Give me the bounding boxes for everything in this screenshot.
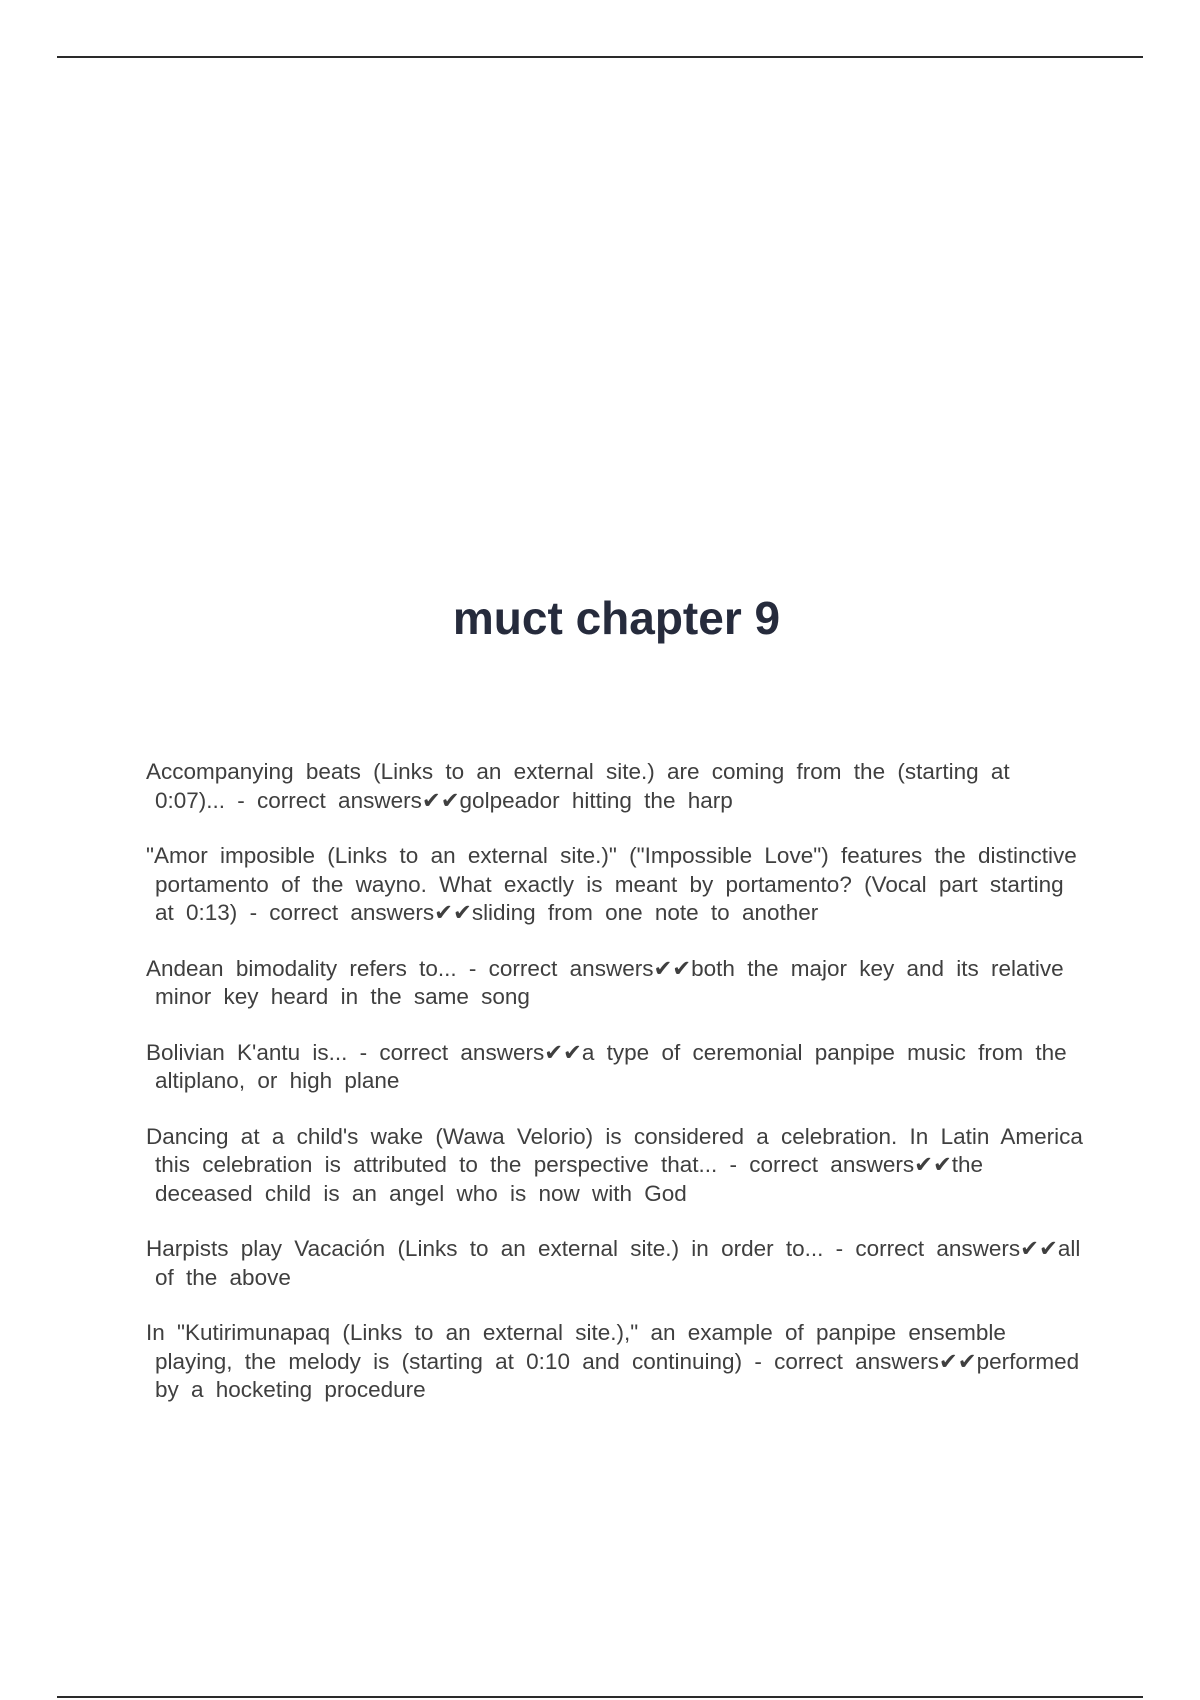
answer-text: performed by a hocketing procedure xyxy=(155,1348,1080,1402)
answer-text: all of the above xyxy=(155,1236,1081,1290)
question-text: In "Kutirimunapaq (Links to an external site.)," an example of panpipe ensemble playing, the melody is (starting at 0:10 and continuing) xyxy=(146,1320,1006,1374)
answer-text: the deceased child is an angel who is now with God xyxy=(155,1152,984,1206)
qa-item-5 xyxy=(146,1123,1086,1209)
question-text: "Amor imposible (Links to an external site.)" ("Impossible Love") features the distinctive portamento of the wayno. What exactly is meant by portamento? (Vocal part starting at 0:13) xyxy=(146,843,1077,925)
answer-text: sliding from one note to another xyxy=(471,900,819,925)
answer-separator: - correct answers✔✔ xyxy=(237,900,472,925)
answer-separator: - correct answers✔✔ xyxy=(717,1152,952,1177)
answer-separator: - correct answers✔✔ xyxy=(225,787,460,813)
question-text: Harpists play Vacación (Links to an external site.) in order to... xyxy=(146,1236,824,1261)
qa-item-7 xyxy=(146,1319,1086,1405)
answer-text: both the major key and its relative minor key heard in the same song xyxy=(155,955,1064,1009)
qa-list xyxy=(146,758,1086,1432)
answer-separator: - correct answers✔✔ xyxy=(742,1348,977,1374)
answer-text: golpeador hitting the harp xyxy=(459,787,733,813)
question-text: Accompanying beats (Links to an external site.) are coming from the (starting at 0:07)... xyxy=(146,759,1010,813)
qa-item-6 xyxy=(146,1235,1086,1292)
bottom-divider xyxy=(57,1696,1143,1698)
answer-separator: - correct answers✔✔ xyxy=(823,1236,1058,1261)
top-divider xyxy=(57,56,1143,58)
qa-item-3 xyxy=(146,955,1086,1012)
question-text: Dancing at a child's wake (Wawa Velorio) is considered a celebration. In Latin America this celebration is attributed to the perspective that... xyxy=(146,1123,1083,1177)
question-text: Bolivian K'antu is... xyxy=(146,1039,348,1065)
qa-item-4 xyxy=(146,1039,1086,1096)
answer-separator: - correct answers✔✔ xyxy=(456,955,692,981)
document-title: muct chapter 9 xyxy=(452,592,781,644)
answer-text: a type of ceremonial panpipe music from the altiplano, or high plane xyxy=(155,1039,1067,1093)
qa-item-2 xyxy=(146,842,1086,928)
qa-item-1 xyxy=(146,758,1086,815)
question-text: Andean bimodality refers to... xyxy=(146,955,457,981)
answer-separator: - correct answers✔✔ xyxy=(347,1039,582,1065)
